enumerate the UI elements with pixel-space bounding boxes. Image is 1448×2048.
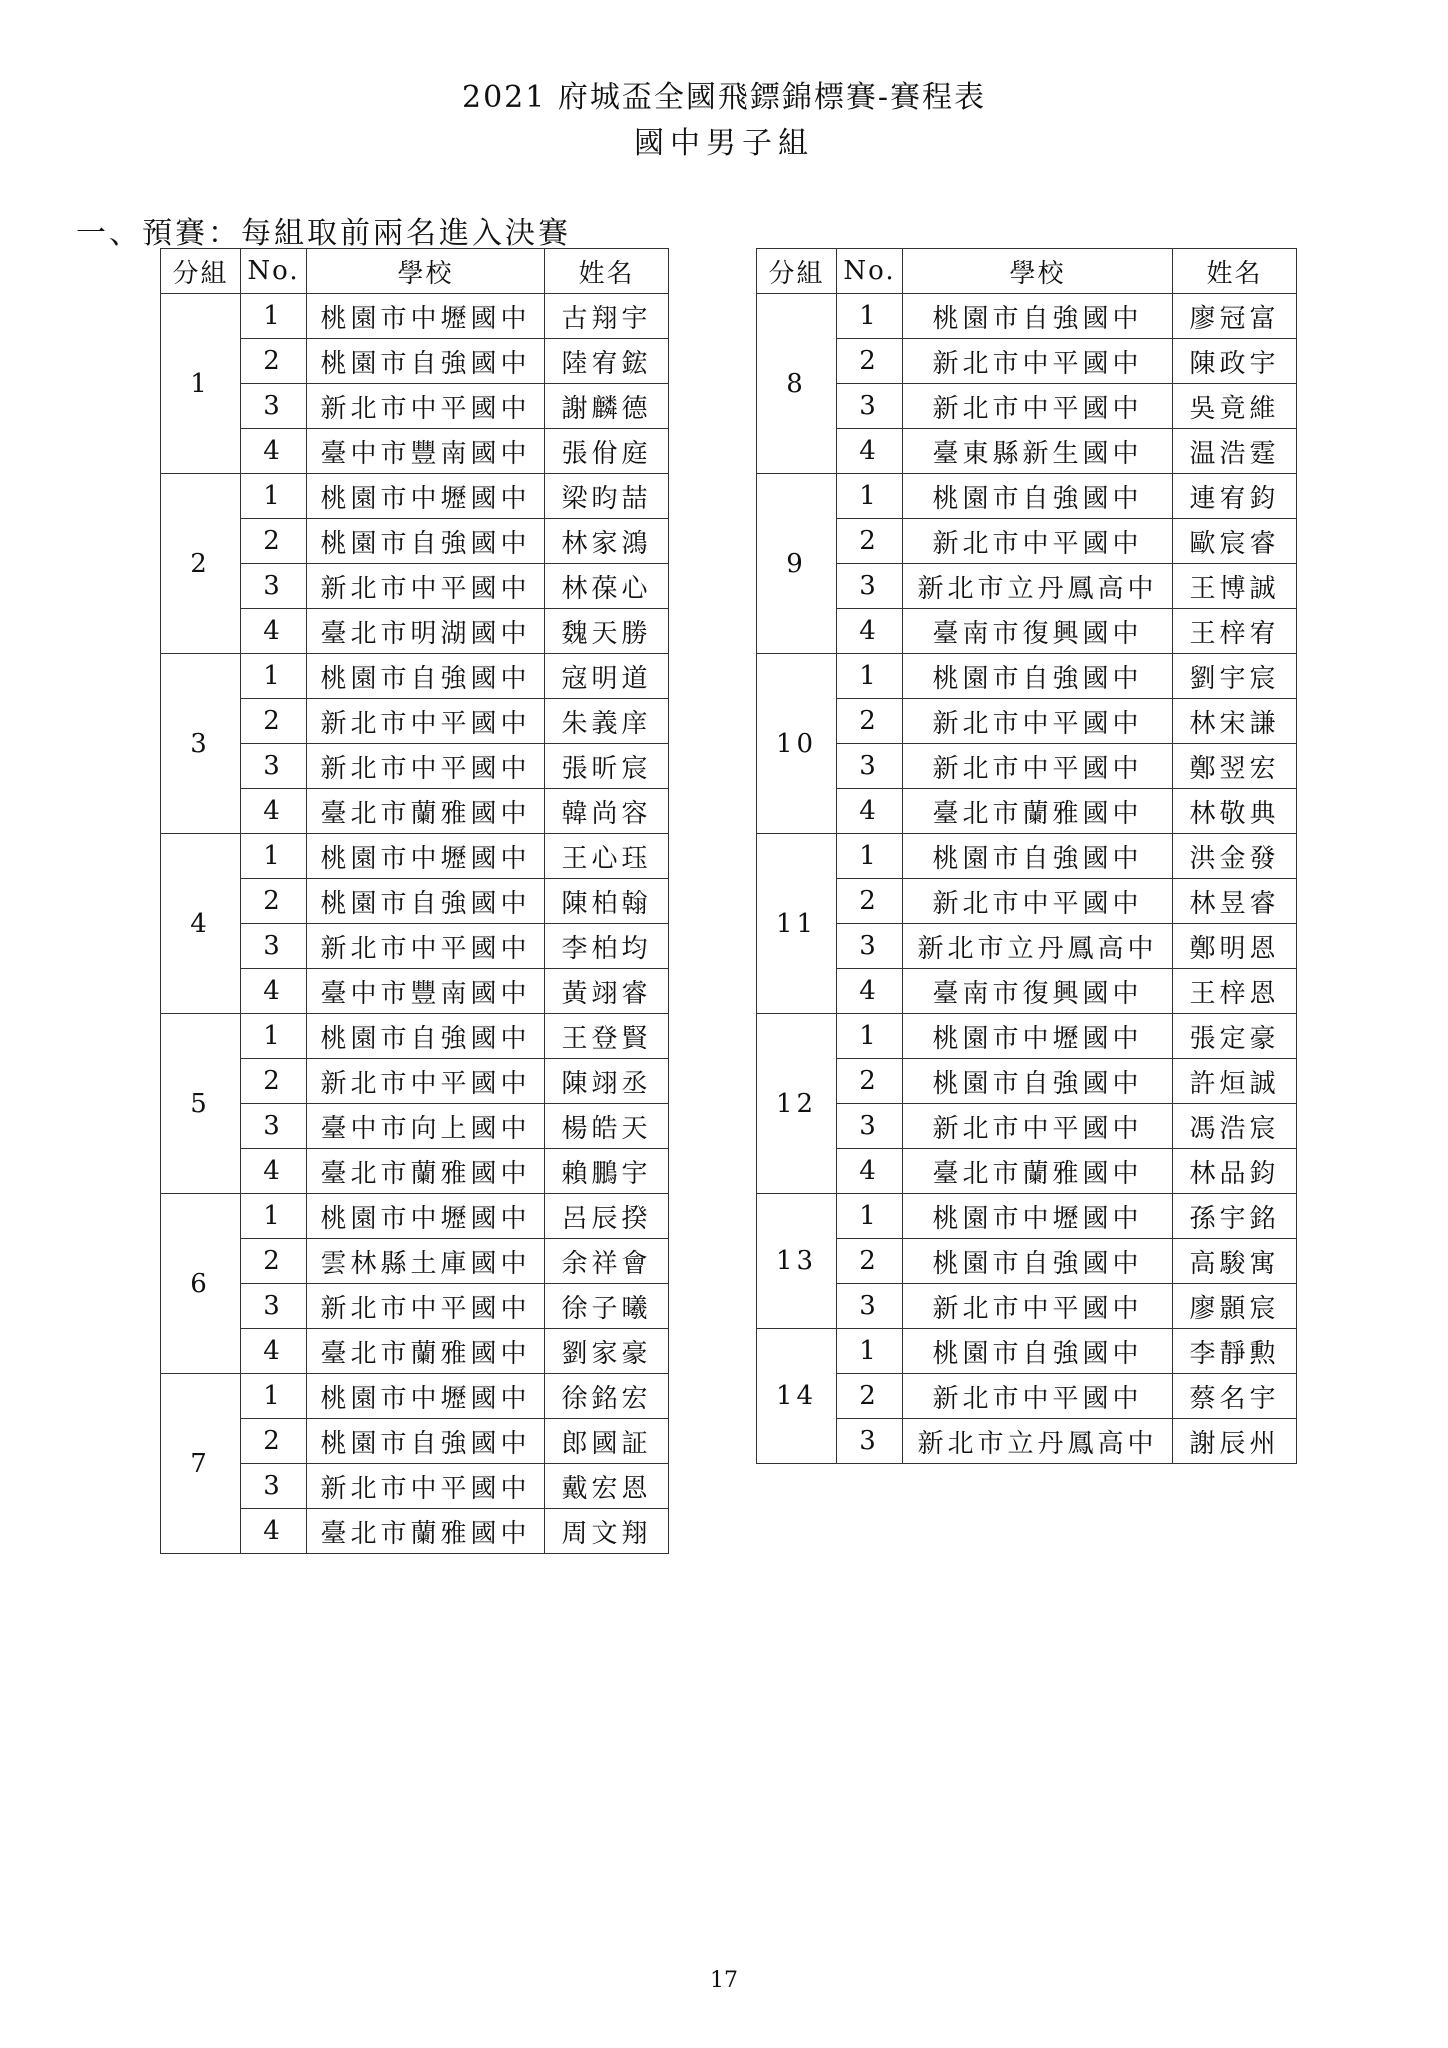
group-number: 11 [757,834,837,1014]
school-name: 新北市中平國中 [903,699,1173,744]
school-name: 新北市中平國中 [903,339,1173,384]
school-name: 臺北市蘭雅國中 [903,1149,1173,1194]
school-name: 新北市中平國中 [307,1284,545,1329]
group-number: 2 [161,474,241,654]
page-number: 17 [710,1968,738,1993]
player-name: 戴宏恩 [545,1464,669,1509]
table-row [757,1104,1297,1149]
player-name: 李柏均 [545,924,669,969]
player-name: 高駿寓 [1173,1239,1297,1284]
header-no: No. [241,249,307,294]
document-subtitle: 國中男子組 [634,126,814,161]
school-name: 臺北市蘭雅國中 [307,1509,545,1554]
table-row [757,924,1297,969]
player-no: 2 [241,519,307,564]
player-name: 楊皓天 [545,1104,669,1149]
player-no: 4 [837,1149,903,1194]
player-no: 2 [241,1059,307,1104]
group-number: 14 [757,1329,837,1464]
player-name: 王梓宥 [1173,609,1297,654]
player-no: 1 [241,1374,307,1419]
player-no: 3 [837,1284,903,1329]
player-no: 3 [837,564,903,609]
group-number: 7 [161,1374,241,1554]
school-name: 桃園市中壢國中 [307,1194,545,1239]
school-name: 新北市中平國中 [903,1374,1173,1419]
header-school: 學校 [307,249,545,294]
school-name: 臺北市蘭雅國中 [307,1329,545,1374]
school-name: 桃園市自強國中 [307,339,545,384]
player-no: 2 [241,699,307,744]
school-name: 臺南市復興國中 [903,609,1173,654]
group-number: 8 [757,294,837,474]
table-row [757,609,1297,654]
player-name: 連宥鈞 [1173,474,1297,519]
player-no: 2 [241,339,307,384]
player-name: 鄭翌宏 [1173,744,1297,789]
player-no: 3 [837,1104,903,1149]
table-row [161,834,669,879]
player-name: 許烜誠 [1173,1059,1297,1104]
player-name: 謝麟德 [545,384,669,429]
player-name: 張昕宸 [545,744,669,789]
school-name: 臺東縣新生國中 [903,429,1173,474]
schedule-table-right [756,248,1297,1464]
document-title: 2021 府城盃全國飛鏢錦標賽-賽程表 [461,80,987,115]
player-no: 1 [241,474,307,519]
table-row [161,294,669,339]
player-no: 2 [837,339,903,384]
school-name: 新北市中平國中 [903,744,1173,789]
player-no: 1 [241,1194,307,1239]
table-row [161,1194,669,1239]
school-name: 新北市中平國中 [307,924,545,969]
player-no: 3 [837,384,903,429]
school-name: 新北市立丹鳳高中 [903,924,1173,969]
player-no: 1 [241,654,307,699]
group-number: 12 [757,1014,837,1194]
player-no: 3 [241,1104,307,1149]
player-no: 4 [241,429,307,474]
school-name: 桃園市中壢國中 [307,474,545,519]
schedule-table-left [160,248,669,1554]
school-name: 新北市中平國中 [307,384,545,429]
school-name: 新北市中平國中 [307,744,545,789]
player-name: 林葆心 [545,564,669,609]
table-row [161,1014,669,1059]
player-name: 孫宇銘 [1173,1194,1297,1239]
player-name: 林家鴻 [545,519,669,564]
player-name: 蔡名宇 [1173,1374,1297,1419]
header-name: 姓名 [545,249,669,294]
player-name: 余祥會 [545,1239,669,1284]
player-name: 陸宥鋐 [545,339,669,384]
player-name: 洪金發 [1173,834,1297,879]
school-name: 新北市中平國中 [903,879,1173,924]
group-number: 6 [161,1194,241,1374]
player-no: 3 [241,924,307,969]
school-name: 桃園市自強國中 [903,834,1173,879]
player-name: 周文翔 [545,1509,669,1554]
player-name: 陳翊丞 [545,1059,669,1104]
table-row [757,294,1297,339]
player-name: 廖冠富 [1173,294,1297,339]
table-header-row [757,249,1297,294]
player-no: 1 [241,294,307,339]
player-no: 1 [837,834,903,879]
school-name: 桃園市自強國中 [903,294,1173,339]
schedule-body-right [757,294,1297,1464]
table-row [757,744,1297,789]
player-no: 4 [241,1509,307,1554]
player-name: 謝辰州 [1173,1419,1297,1464]
table-row [161,1374,669,1419]
school-name: 臺北市蘭雅國中 [307,789,545,834]
player-name: 廖顥宸 [1173,1284,1297,1329]
player-name: 呂辰揆 [545,1194,669,1239]
player-no: 3 [241,744,307,789]
header-no: No. [837,249,903,294]
player-no: 3 [241,564,307,609]
school-name: 臺北市明湖國中 [307,609,545,654]
player-no: 2 [837,1059,903,1104]
group-number: 1 [161,294,241,474]
player-no: 1 [837,474,903,519]
school-name: 臺中市豐南國中 [307,429,545,474]
player-name: 王梓恩 [1173,969,1297,1014]
table-row [757,1239,1297,1284]
player-name: 郎國証 [545,1419,669,1464]
header-name: 姓名 [1173,249,1297,294]
player-name: 劉宇宸 [1173,654,1297,699]
table-row [757,384,1297,429]
table-row [757,1374,1297,1419]
player-no: 1 [837,1194,903,1239]
player-name: 陳柏翰 [545,879,669,924]
school-name: 臺北市蘭雅國中 [307,1149,545,1194]
table-row [161,654,669,699]
group-number: 13 [757,1194,837,1329]
player-name: 韓尚容 [545,789,669,834]
player-name: 徐銘宏 [545,1374,669,1419]
player-no: 4 [837,609,903,654]
player-no: 2 [241,1419,307,1464]
player-no: 2 [241,1239,307,1284]
school-name: 新北市中平國中 [307,1059,545,1104]
player-name: 朱義庠 [545,699,669,744]
header-group: 分組 [757,249,837,294]
group-number: 4 [161,834,241,1014]
group-number: 3 [161,654,241,834]
table-row [757,474,1297,519]
player-name: 林敬典 [1173,789,1297,834]
player-no: 3 [241,384,307,429]
player-name: 温浩霆 [1173,429,1297,474]
school-name: 桃園市中壢國中 [307,834,545,879]
player-name: 張佾庭 [545,429,669,474]
school-name: 新北市立丹鳳高中 [903,1419,1173,1464]
table-row [757,969,1297,1014]
player-no: 1 [837,1014,903,1059]
school-name: 新北市立丹鳳高中 [903,564,1173,609]
school-name: 臺北市蘭雅國中 [903,789,1173,834]
player-name: 張定豪 [1173,1014,1297,1059]
player-name: 王博誠 [1173,564,1297,609]
table-row [757,1149,1297,1194]
group-number: 10 [757,654,837,834]
school-name: 桃園市自強國中 [307,1014,545,1059]
player-name: 吳竟維 [1173,384,1297,429]
player-name: 鄭明恩 [1173,924,1297,969]
school-name: 桃園市自強國中 [307,1419,545,1464]
player-name: 梁昀喆 [545,474,669,519]
table-row [757,789,1297,834]
school-name: 桃園市自強國中 [307,654,545,699]
player-no: 2 [837,519,903,564]
section-heading: 一、預賽：每組取前兩名進入決賽 [76,216,571,251]
player-no: 4 [837,429,903,474]
table-row [757,1194,1297,1239]
player-name: 寇明道 [545,654,669,699]
player-no: 2 [837,1374,903,1419]
player-name: 歐宸睿 [1173,519,1297,564]
player-no: 2 [837,699,903,744]
player-no: 4 [837,789,903,834]
group-number: 5 [161,1014,241,1194]
player-no: 4 [241,789,307,834]
player-no: 1 [837,654,903,699]
player-no: 3 [837,744,903,789]
table-row [757,1059,1297,1104]
school-name: 桃園市自強國中 [307,879,545,924]
school-name: 臺南市復興國中 [903,969,1173,1014]
player-name: 古翔宇 [545,294,669,339]
player-name: 李靜勲 [1173,1329,1297,1374]
school-name: 新北市中平國中 [307,699,545,744]
table-row [757,339,1297,384]
player-no: 4 [241,969,307,1014]
school-name: 新北市中平國中 [903,384,1173,429]
school-name: 雲林縣土庫國中 [307,1239,545,1284]
player-no: 1 [837,1329,903,1374]
player-name: 林宋謙 [1173,699,1297,744]
table-row [161,474,669,519]
table-row [757,429,1297,474]
player-no: 3 [241,1284,307,1329]
school-name: 新北市中平國中 [903,519,1173,564]
school-name: 桃園市自強國中 [307,519,545,564]
school-name: 新北市中平國中 [903,1104,1173,1149]
table-row [757,654,1297,699]
player-no: 1 [241,834,307,879]
school-name: 桃園市自強國中 [903,1329,1173,1374]
player-name: 馮浩宸 [1173,1104,1297,1149]
player-no: 1 [837,294,903,339]
player-no: 3 [241,1464,307,1509]
header-group: 分組 [161,249,241,294]
table-row [757,699,1297,744]
player-name: 林品鈞 [1173,1149,1297,1194]
school-name: 桃園市自強國中 [903,474,1173,519]
player-no: 4 [241,1149,307,1194]
player-name: 王心珏 [545,834,669,879]
table-row [757,519,1297,564]
school-name: 新北市中平國中 [307,1464,545,1509]
player-name: 賴鵬宇 [545,1149,669,1194]
school-name: 臺中市向上國中 [307,1104,545,1149]
player-no: 4 [241,1329,307,1374]
school-name: 臺中市豐南國中 [307,969,545,1014]
player-no: 4 [241,609,307,654]
table-row [757,1014,1297,1059]
school-name: 桃園市自強國中 [903,1059,1173,1104]
school-name: 桃園市中壢國中 [307,1374,545,1419]
group-number: 9 [757,474,837,654]
school-name: 桃園市中壢國中 [307,294,545,339]
table-row [757,834,1297,879]
player-name: 陳政宇 [1173,339,1297,384]
player-no: 2 [837,1239,903,1284]
table-header-row [161,249,669,294]
player-name: 徐子曦 [545,1284,669,1329]
player-no: 2 [837,879,903,924]
table-row [757,1329,1297,1374]
table-row [757,1419,1297,1464]
school-name: 桃園市中壢國中 [903,1014,1173,1059]
player-name: 黃翊睿 [545,969,669,1014]
player-no: 4 [837,969,903,1014]
player-name: 魏天勝 [545,609,669,654]
table-row [757,879,1297,924]
school-name: 新北市中平國中 [307,564,545,609]
header-school: 學校 [903,249,1173,294]
player-name: 劉家豪 [545,1329,669,1374]
player-no: 3 [837,1419,903,1464]
player-no: 2 [241,879,307,924]
player-name: 林昱睿 [1173,879,1297,924]
school-name: 新北市中平國中 [903,1284,1173,1329]
player-no: 1 [241,1014,307,1059]
school-name: 桃園市中壢國中 [903,1194,1173,1239]
table-row [757,1284,1297,1329]
player-no: 3 [837,924,903,969]
school-name: 桃園市自強國中 [903,654,1173,699]
table-row [757,564,1297,609]
schedule-body-left [161,294,669,1554]
school-name: 桃園市自強國中 [903,1239,1173,1284]
player-name: 王登賢 [545,1014,669,1059]
